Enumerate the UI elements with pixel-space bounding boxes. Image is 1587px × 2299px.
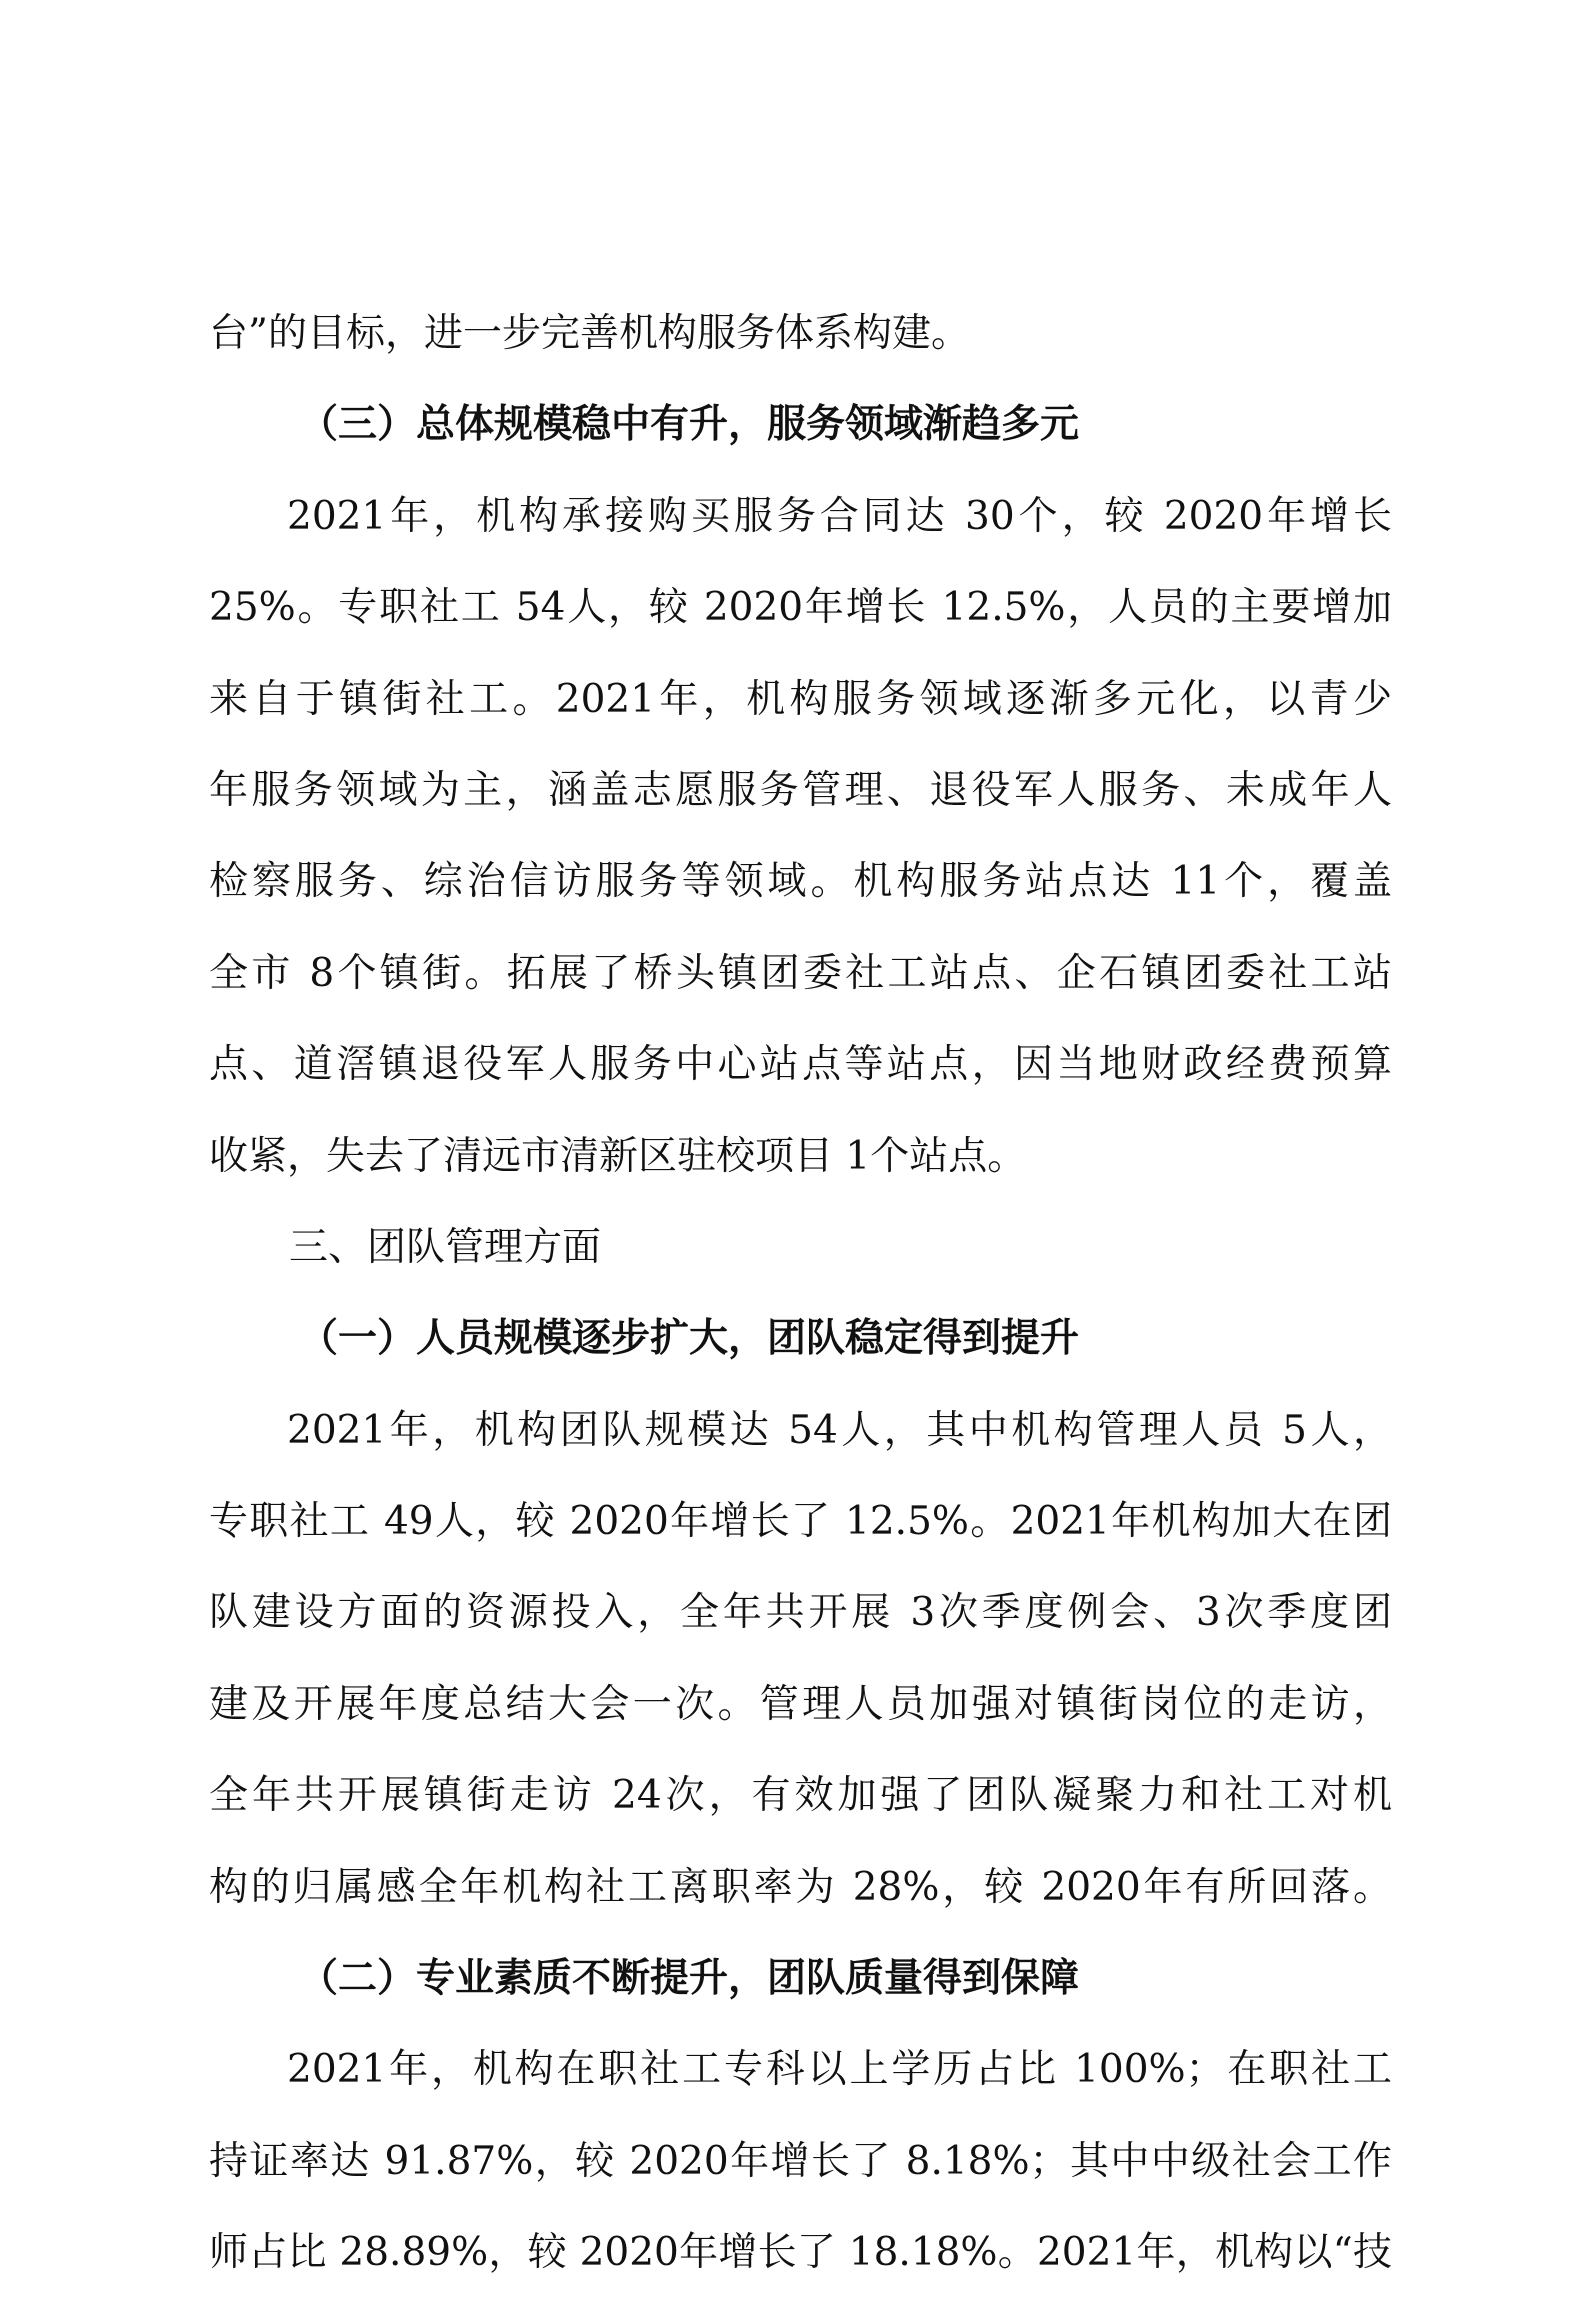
body-line: 全年共开展镇街走访 24次，有效加强了团队凝聚力和社工对机 [209, 1773, 1392, 1819]
body-line: 25%。专职社工 54人，较 2020年增长 12.5%，人员的主要增加 [209, 585, 1392, 631]
paragraph-start: 2021年，机构团队规模达 54人，其中机构管理人员 5人， [287, 1407, 1392, 1453]
paragraph-start: 2021年，机构承接购买服务合同达 30个，较 2020年增长 [287, 493, 1392, 539]
document-body [209, 288, 1392, 2299]
body-line: 收紧，失去了清远市清新区驻校项目 1个站点。 [209, 1133, 1027, 1179]
subsection-heading-1: （一）人员规模逐步扩大，团队稳定得到提升 [299, 1316, 1080, 1362]
section-heading: 三、团队管理方面 [289, 1224, 602, 1270]
body-line: 建及开展年度总结大会一次。管理人员加强对镇街岗位的走访， [209, 1681, 1392, 1727]
body-line: 台”的目标，进一步完善机构服务体系构建。 [209, 311, 970, 356]
body-line: 构的归属感全年机构社工离职率为 28%，较 2020年有所回落。 [209, 1864, 1392, 1910]
subsection-heading-3: （三）总体规模稳中有升，服务领域渐趋多元 [299, 402, 1080, 448]
subsection-heading-2: （二）专业素质不断提升，团队质量得到保障 [299, 1956, 1080, 2002]
body-line: 检察服务、综治信访服务等领域。机构服务站点达 11个，覆盖 [209, 859, 1392, 905]
body-line: 全市 8个镇街。拓展了桥头镇团委社工站点、企石镇团委社工站 [209, 950, 1392, 996]
body-line: 队建设方面的资源投入，全年共开展 3次季度例会、3次季度团 [209, 1590, 1392, 1636]
body-line: 专职社工 49人，较 2020年增长了 12.5%。2021年机构加大在团 [209, 1499, 1392, 1545]
paragraph-start: 2021年，机构在职社工专科以上学历占比 100%；在职社工 [287, 2047, 1392, 2093]
body-line: 来自于镇街社工。2021年，机构服务领域逐渐多元化，以青少 [209, 676, 1392, 722]
body-line: 持证率达 91.87%，较 2020年增长了 8.18%；其中中级社会工作 [209, 2138, 1392, 2184]
body-line: 点、道滘镇退役军人服务中心站点等站点，因当地财政经费预算 [209, 1042, 1392, 1088]
body-line: 师占比 28.89%，较 2020年增长了 18.18%。2021年，机构以“技 [209, 2230, 1392, 2276]
body-line: 年服务领域为主，涵盖志愿服务管理、退役军人服务、未成年人 [209, 767, 1392, 813]
